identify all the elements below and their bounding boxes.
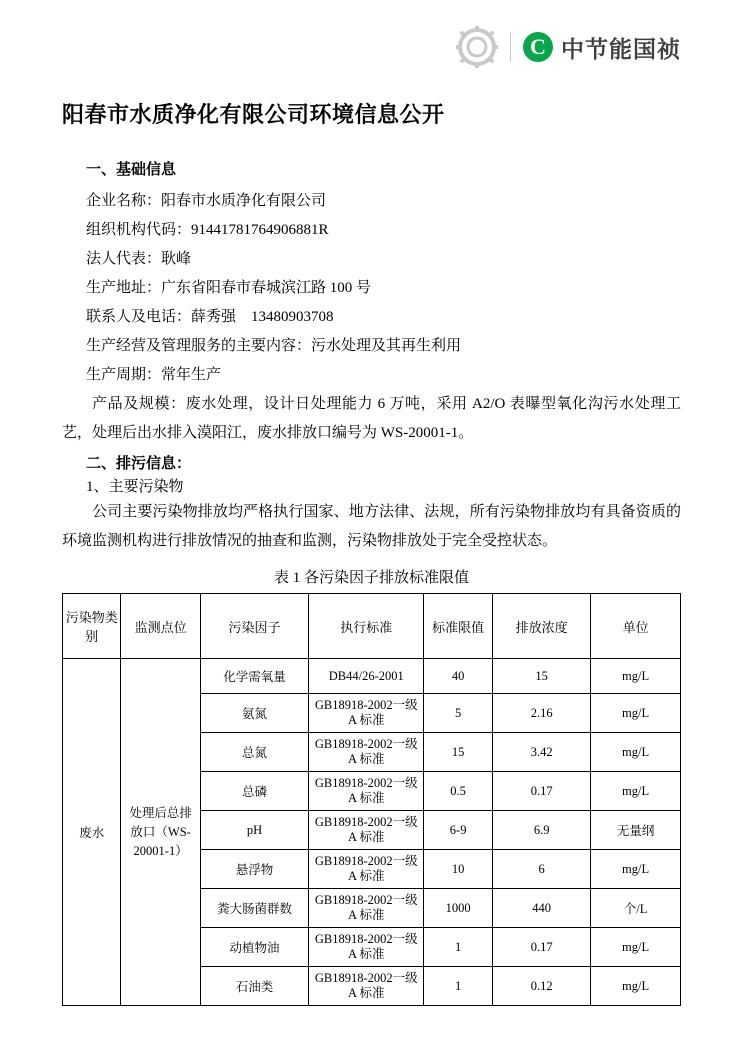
subsection-heading-main-pollutants: 1、主要污染物 bbox=[86, 479, 184, 495]
document-body bbox=[62, 158, 681, 1006]
cell-limit: 0.5 bbox=[424, 772, 493, 811]
cell-concentration: 15 bbox=[493, 659, 591, 694]
cell-unit: 无量纲 bbox=[591, 811, 681, 850]
basic-info-company-name: 企业名称：阳春市水质净化有限公司 bbox=[86, 193, 327, 209]
cell-concentration: 3.42 bbox=[493, 733, 591, 772]
cell-limit: 6-9 bbox=[424, 811, 493, 850]
cell-unit: mg/L bbox=[591, 850, 681, 889]
cell-concentration: 2.16 bbox=[493, 694, 591, 733]
cell-limit: 1 bbox=[424, 967, 493, 1006]
table-header-standard: 执行标准 bbox=[309, 594, 424, 659]
page-title: 阳春市水质净化有限公司环境信息公开 bbox=[62, 102, 445, 127]
cell-concentration: 6 bbox=[493, 850, 591, 889]
section-heading-basic-info: 一、基础信息 bbox=[86, 161, 177, 178]
cell-factor: 动植物油 bbox=[200, 928, 309, 967]
basic-info-address: 生产地址：广东省阳春市春城滨江路 100 号 bbox=[86, 280, 372, 296]
cell-limit: 5 bbox=[424, 694, 493, 733]
logo-letter: C bbox=[523, 32, 553, 62]
cell-standard: GB18918-2002一级 A 标准 bbox=[309, 811, 424, 850]
gear-icon bbox=[456, 26, 498, 68]
company-logo bbox=[456, 24, 681, 70]
table-header-monitor-point: 监测点位 bbox=[121, 594, 200, 659]
cell-factor: 化学需氧量 bbox=[200, 659, 309, 694]
basic-info-org-code: 组织机构代码：91441781764906881R bbox=[86, 222, 329, 238]
basic-info-production-cycle: 生产周期：常年生产 bbox=[86, 367, 222, 383]
cell-unit: mg/L bbox=[591, 928, 681, 967]
cell-standard: GB18918-2002一级 A 标准 bbox=[309, 928, 424, 967]
cell-unit: mg/L bbox=[591, 694, 681, 733]
basic-info-product-scale: 产品及规模：废水处理，设计日处理能力 6 万吨，采用 A2/O 表曝型氧化沟污水处理工艺，处理后出水排入漠阳江，废水排放口编号为 WS-20001-1。 bbox=[62, 396, 681, 441]
cell-unit: mg/L bbox=[591, 733, 681, 772]
paragraph-pollutant-control: 公司主要污染物排放均严格执行国家、地方法律、法规，所有污染物排放均有具备资质的环境监测机构进行排放情况的抽查和监测，污染物排放处于完全受控状态。 bbox=[62, 504, 681, 549]
cell-unit: 个/L bbox=[591, 889, 681, 928]
cell-standard: GB18918-2002一级 A 标准 bbox=[309, 889, 424, 928]
cell-limit: 10 bbox=[424, 850, 493, 889]
cell-standard: DB44/26-2001 bbox=[309, 659, 424, 694]
cell-limit: 15 bbox=[424, 733, 493, 772]
table-header-unit: 单位 bbox=[591, 594, 681, 659]
section-heading-emission-info: 二、排污信息： bbox=[86, 455, 192, 472]
cell-concentration: 0.12 bbox=[493, 967, 591, 1006]
cell-factor: 总磷 bbox=[200, 772, 309, 811]
cell-limit: 1000 bbox=[424, 889, 493, 928]
cell-standard: GB18918-2002一级 A 标准 bbox=[309, 967, 424, 1006]
cell-category: 废水 bbox=[63, 659, 121, 1006]
table-header-factor: 污染因子 bbox=[200, 594, 309, 659]
cell-standard: GB18918-2002一级 A 标准 bbox=[309, 733, 424, 772]
table-header-concentration: 排放浓度 bbox=[493, 594, 591, 659]
cell-standard: GB18918-2002一级 A 标准 bbox=[309, 772, 424, 811]
table-row bbox=[63, 659, 681, 694]
cell-monitor-point: 处理后总排放口（WS-20001-1） bbox=[121, 659, 200, 1006]
cell-factor: 氨氮 bbox=[200, 694, 309, 733]
table-header-row bbox=[63, 594, 681, 659]
cell-factor: 粪大肠菌群数 bbox=[200, 889, 309, 928]
cell-concentration: 0.17 bbox=[493, 772, 591, 811]
basic-info-contact: 联系人及电话：薛秀强 13480903708 bbox=[86, 309, 334, 325]
basic-info-legal-rep: 法人代表：耿峰 bbox=[86, 251, 192, 267]
logo-divider bbox=[510, 32, 511, 62]
table-header-limit: 标准限值 bbox=[424, 594, 493, 659]
basic-info-business-scope: 生产经营及管理服务的主要内容：污水处理及其再生利用 bbox=[86, 338, 462, 354]
cell-factor: 悬浮物 bbox=[200, 850, 309, 889]
cell-unit: mg/L bbox=[591, 659, 681, 694]
cell-factor: 石油类 bbox=[200, 967, 309, 1006]
cell-unit: mg/L bbox=[591, 967, 681, 1006]
pollutant-standard-table bbox=[62, 593, 681, 1006]
cell-standard: GB18918-2002一级 A 标准 bbox=[309, 850, 424, 889]
cell-limit: 40 bbox=[424, 659, 493, 694]
table-caption: 表 1 各污染因子排放标准限值 bbox=[273, 570, 469, 586]
cell-concentration: 0.17 bbox=[493, 928, 591, 967]
cell-limit: 1 bbox=[424, 928, 493, 967]
logo-wordmark: 中节能国祯 bbox=[561, 35, 681, 62]
cell-factor: 总氮 bbox=[200, 733, 309, 772]
cell-concentration: 440 bbox=[493, 889, 591, 928]
cell-factor: pH bbox=[200, 811, 309, 850]
cell-unit: mg/L bbox=[591, 772, 681, 811]
cell-concentration: 6.9 bbox=[493, 811, 591, 850]
cell-standard: GB18918-2002一级 A 标准 bbox=[309, 694, 424, 733]
table-header-category: 污染物类别 bbox=[63, 594, 121, 659]
